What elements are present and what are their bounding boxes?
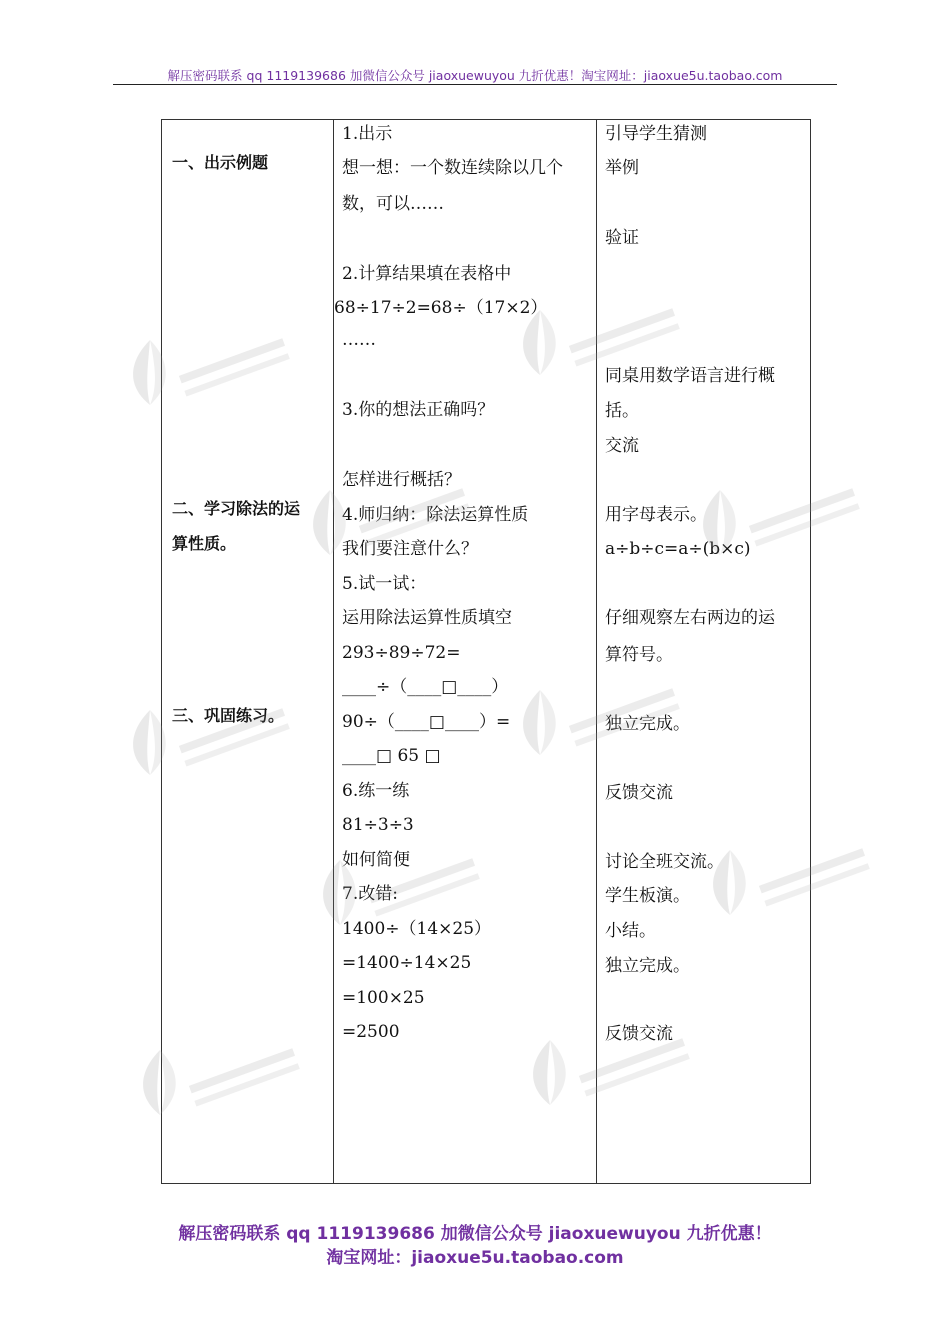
right-line: 举例: [605, 158, 639, 178]
middle-line: =2500: [342, 1022, 400, 1042]
middle-line: =100×25: [342, 988, 425, 1008]
middle-line: 2.计算结果填在表格中: [342, 264, 512, 284]
middle-line: ____÷（____□____）: [342, 677, 509, 697]
right-line: 用字母表示。: [605, 505, 707, 525]
section-3-label: 三、巩固练习。: [172, 706, 285, 725]
right-line: 小结。: [605, 921, 656, 941]
middle-line: 我们要注意什么？: [342, 539, 478, 559]
right-line: 独立完成。: [605, 956, 690, 976]
middle-line: 1400÷（14×25）: [342, 919, 492, 939]
middle-line: 6.练一练: [342, 781, 410, 801]
section-2-label-line2: 算性质。: [172, 534, 237, 553]
right-line: 引导学生猜测: [605, 124, 707, 144]
header-rule: [113, 84, 837, 85]
right-line: 讨论全班交流。: [605, 852, 724, 872]
footer-contact-line: 解压密码联系 qq 1119139686 加微信公众号 jiaoxuewuyou 九折优惠！: [178, 1224, 772, 1244]
middle-line: 运用除法运算性质填空: [342, 608, 512, 628]
middle-line: 90÷（____□____）=: [342, 712, 511, 732]
middle-line: 81÷3÷3: [342, 815, 414, 835]
right-line: 算符号。: [605, 645, 673, 665]
middle-line: ……: [342, 330, 376, 350]
middle-line: ____□ 65 □: [342, 746, 441, 766]
section-2-label-line1: 二、学习除法的运: [172, 499, 301, 518]
middle-line: 68÷17÷2=68÷（17×2）: [334, 298, 548, 318]
middle-line: 293÷89÷72=: [342, 643, 461, 663]
middle-line: 5.试一试：: [342, 574, 427, 594]
right-line: 学生板演。: [605, 886, 690, 906]
middle-line: 怎样进行概括？: [342, 470, 461, 490]
middle-line: 数，可以……: [342, 194, 444, 214]
right-line: 反馈交流: [605, 1024, 673, 1044]
middle-line: 4.师归纳：除法运算性质: [342, 505, 529, 525]
right-line: 仔细观察左右两边的运: [605, 608, 775, 628]
middle-line: 想一想：一个数连续除以几个: [342, 158, 563, 178]
middle-line: 3.你的想法正确吗？: [342, 400, 495, 420]
right-line: 反馈交流: [605, 783, 673, 803]
column-divider-2: [596, 120, 597, 1183]
middle-line: 1.出示: [342, 124, 393, 144]
right-line: 验证: [605, 228, 639, 248]
footer-shop-line: 淘宝网址：jiaoxue5u.taobao.com: [326, 1248, 624, 1268]
header-contact-line: 解压密码联系 qq 1119139686 加微信公众号 jiaoxuewuyou 九折优惠！淘宝网址：jiaoxue5u.taobao.com: [167, 68, 783, 83]
section-1-label: 一、出示例题: [172, 153, 269, 172]
right-line: 交流: [605, 436, 639, 456]
middle-line: =1400÷14×25: [342, 953, 472, 973]
middle-line: 如何简便: [342, 850, 410, 870]
middle-line: 7.改错:: [342, 884, 398, 904]
column-divider-1: [333, 120, 334, 1183]
right-line: 括。: [605, 401, 639, 421]
right-line: a÷b÷c=a÷(b×c): [605, 539, 751, 559]
right-line: 同桌用数学语言进行概: [605, 366, 775, 386]
right-line: 独立完成。: [605, 714, 690, 734]
